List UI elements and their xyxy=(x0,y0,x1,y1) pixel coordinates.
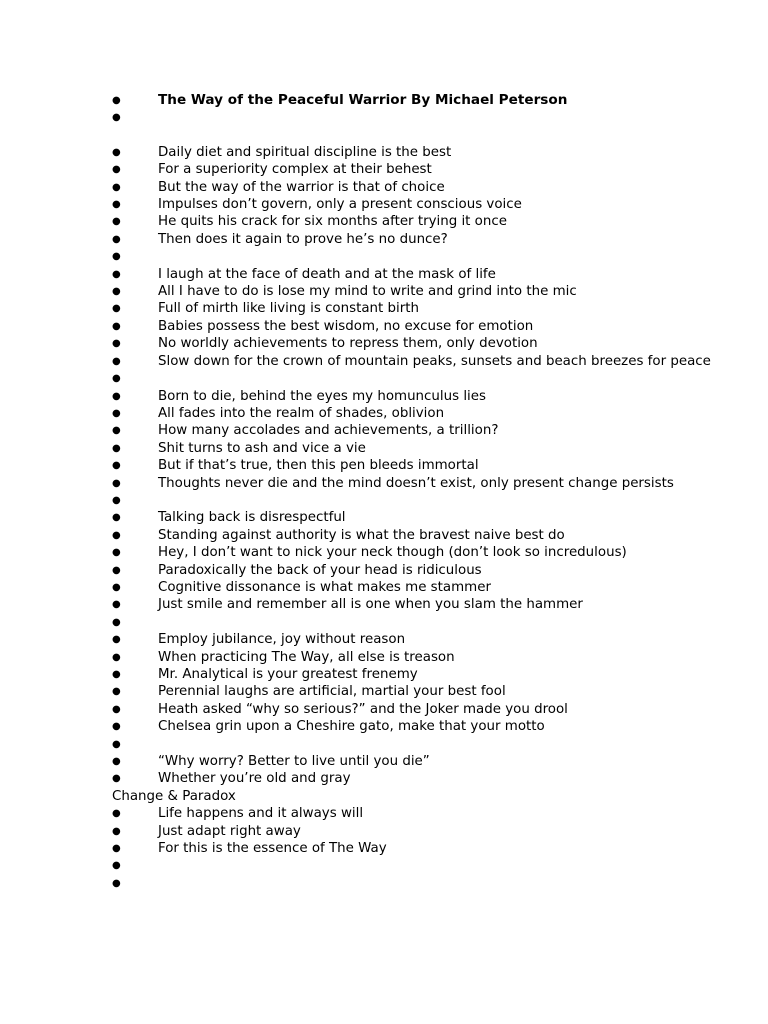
line-text: Just adapt right away xyxy=(158,823,301,839)
line-text: Life happens and it always will xyxy=(158,806,364,822)
bullet-icon: ● xyxy=(112,460,121,472)
line-text: Cognitive dissonance is what makes me stammer xyxy=(158,579,491,595)
bullet-icon: ● xyxy=(112,773,121,785)
bullet-line xyxy=(112,666,732,683)
bullet-line xyxy=(112,579,732,596)
bullet-icon: ● xyxy=(112,494,121,506)
line-text: I laugh at the face of death and at the mask of life xyxy=(158,266,496,282)
blank-spacer xyxy=(112,127,732,144)
bullet-line xyxy=(112,736,732,753)
bullet-icon: ● xyxy=(112,581,121,593)
line-text: Heath asked “why so serious?” and the Joker made you drool xyxy=(158,701,568,717)
bullet-line xyxy=(112,701,732,718)
bullet-line xyxy=(112,562,732,579)
bullet-icon: ● xyxy=(112,808,121,820)
bullet-icon: ● xyxy=(112,599,121,611)
bullet-line xyxy=(112,196,732,213)
bullet-icon: ● xyxy=(112,95,121,106)
bullet-icon: ● xyxy=(112,233,121,245)
bullet-line xyxy=(112,213,732,230)
bullet-line xyxy=(112,388,732,405)
line-text: Mr. Analytical is your greatest frenemy xyxy=(158,667,418,682)
bullet-line xyxy=(112,805,732,822)
document-body xyxy=(112,92,732,892)
line-text: All fades into the realm of shades, oblivion xyxy=(158,405,445,421)
bullet-icon: ● xyxy=(112,442,121,454)
bullet-icon: ● xyxy=(112,512,121,524)
bullet-icon: ● xyxy=(112,877,121,889)
line-text: How many accolades and achievements, a trillion? xyxy=(158,423,499,439)
line-text: Hey, I don’t want to nick your neck though (don’t look so incredulous) xyxy=(158,545,627,561)
bullet-icon: ● xyxy=(112,286,121,298)
bullet-line xyxy=(112,161,732,178)
line-text: For this is the essence of The Way xyxy=(158,841,387,857)
bullet-icon: ● xyxy=(112,146,121,158)
line-text: Slow down for the crown of mountain peaks, sunsets and beach breezes for peace xyxy=(158,353,711,369)
bullet-icon: ● xyxy=(112,529,121,541)
bullet-line xyxy=(112,457,732,474)
bullet-line xyxy=(112,718,732,735)
line-text: For a superiority complex at their behest xyxy=(158,162,432,178)
bullet-line xyxy=(112,649,732,666)
line-text: Just smile and remember all is one when you slam the hammer xyxy=(158,597,583,613)
bullet-icon: ● xyxy=(112,669,121,680)
bullet-icon: ● xyxy=(112,268,121,280)
bullet-icon: ● xyxy=(112,721,121,733)
bullet-line xyxy=(112,770,732,787)
bullet-line xyxy=(112,857,732,874)
line-text: Change & Paradox xyxy=(112,788,236,804)
bullet-line xyxy=(112,144,732,161)
line-text: Paradoxically the back of your head is ridiculous xyxy=(158,562,482,578)
bullet-icon: ● xyxy=(112,756,121,768)
bullet-line xyxy=(112,248,732,265)
section-label-line xyxy=(112,788,732,805)
bullet-icon: ● xyxy=(112,616,121,628)
bullet-icon: ● xyxy=(112,703,121,715)
bullet-icon: ● xyxy=(112,112,121,124)
bullet-line xyxy=(112,596,732,613)
bullet-icon: ● xyxy=(112,199,121,211)
line-text: Shit turns to ash and vice a vie xyxy=(158,440,366,456)
bullet-line xyxy=(112,614,732,631)
line-text: But the way of the warrior is that of choice xyxy=(158,179,445,195)
bullet-line xyxy=(112,527,732,544)
bullet-icon: ● xyxy=(112,860,121,872)
bullet-icon: ● xyxy=(112,355,121,367)
line-text: Employ jubilance, joy without reason xyxy=(158,632,406,648)
bullet-line xyxy=(112,509,732,526)
line-text: “Why worry? Better to live until you die” xyxy=(158,754,430,770)
bullet-icon: ● xyxy=(112,216,121,228)
bullet-icon: ● xyxy=(112,843,121,855)
line-text: But if that’s true, then this pen bleeds immortal xyxy=(158,458,479,474)
bullet-line xyxy=(112,353,732,370)
bullet-line xyxy=(112,266,732,283)
bullet-line xyxy=(112,440,732,457)
line-text: Whether you’re old and gray xyxy=(158,771,351,787)
line-text: Perennial laughs are artificial, martial your best fool xyxy=(158,684,506,700)
line-text: No worldly achievements to repress them, only devotion xyxy=(158,336,538,352)
bullet-line xyxy=(112,840,732,857)
document-title: The Way of the Peaceful Warrior By Michael Peterson xyxy=(158,92,568,108)
bullet-line xyxy=(112,544,732,561)
line-text: Chelsea grin upon a Cheshire gato, make that your motto xyxy=(158,719,545,735)
bullet-icon: ● xyxy=(112,407,121,419)
bullet-icon: ● xyxy=(112,564,121,576)
bullet-icon: ● xyxy=(112,338,121,350)
line-text: Full of mirth like living is constant birth xyxy=(158,301,420,317)
line-text: Born to die, behind the eyes my homunculus lies xyxy=(158,388,486,404)
bullet-icon: ● xyxy=(112,651,121,663)
bullet-line xyxy=(112,179,732,196)
bullet-icon: ● xyxy=(112,547,121,559)
bullet-line xyxy=(112,318,732,335)
bullet-line xyxy=(112,109,732,126)
bullet-icon: ● xyxy=(112,181,121,193)
bullet-icon: ● xyxy=(112,390,121,402)
line-text: Standing against authority is what the bravest naive best do xyxy=(158,527,565,543)
bullet-icon: ● xyxy=(112,825,121,837)
bullet-line xyxy=(112,475,732,492)
bullet-line xyxy=(112,875,732,892)
bullet-line xyxy=(112,753,732,770)
bullet-icon: ● xyxy=(112,425,121,437)
bullet-icon: ● xyxy=(112,738,121,750)
bullet-icon: ● xyxy=(112,251,121,263)
bullet-line xyxy=(112,405,732,422)
line-text: Talking back is disrespectful xyxy=(158,510,346,526)
line-text: Then does it again to prove he’s no dunce? xyxy=(158,231,448,247)
bullet-icon: ● xyxy=(112,477,121,489)
bullet-line xyxy=(112,492,732,509)
line-text: Impulses don’t govern, only a present conscious voice xyxy=(158,197,522,213)
bullet-icon: ● xyxy=(112,634,121,646)
bullet-line xyxy=(112,422,732,439)
document-title-line xyxy=(112,92,732,109)
bullet-line xyxy=(112,370,732,387)
bullet-line xyxy=(112,683,732,700)
line-text: Thoughts never die and the mind doesn’t exist, only present change persists xyxy=(158,475,674,491)
bullet-line xyxy=(112,335,732,352)
line-text: All I have to do is lose my mind to write and grind into the mic xyxy=(158,284,577,300)
line-text: Babies possess the best wisdom, no excuse for emotion xyxy=(158,318,534,334)
bullet-icon: ● xyxy=(112,320,121,332)
bullet-icon: ● xyxy=(112,164,121,176)
bullet-line xyxy=(112,231,732,248)
bullet-line xyxy=(112,631,732,648)
line-text: When practicing The Way, all else is treason xyxy=(158,649,455,665)
line-text: He quits his crack for six months after trying it once xyxy=(158,214,507,230)
line-text: Daily diet and spiritual discipline is the best xyxy=(158,144,452,160)
bullet-icon: ● xyxy=(112,303,121,315)
bullet-line xyxy=(112,300,732,317)
bullet-icon: ● xyxy=(112,686,121,698)
bullet-line xyxy=(112,283,732,300)
bullet-icon: ● xyxy=(112,373,121,385)
bullet-line xyxy=(112,823,732,840)
